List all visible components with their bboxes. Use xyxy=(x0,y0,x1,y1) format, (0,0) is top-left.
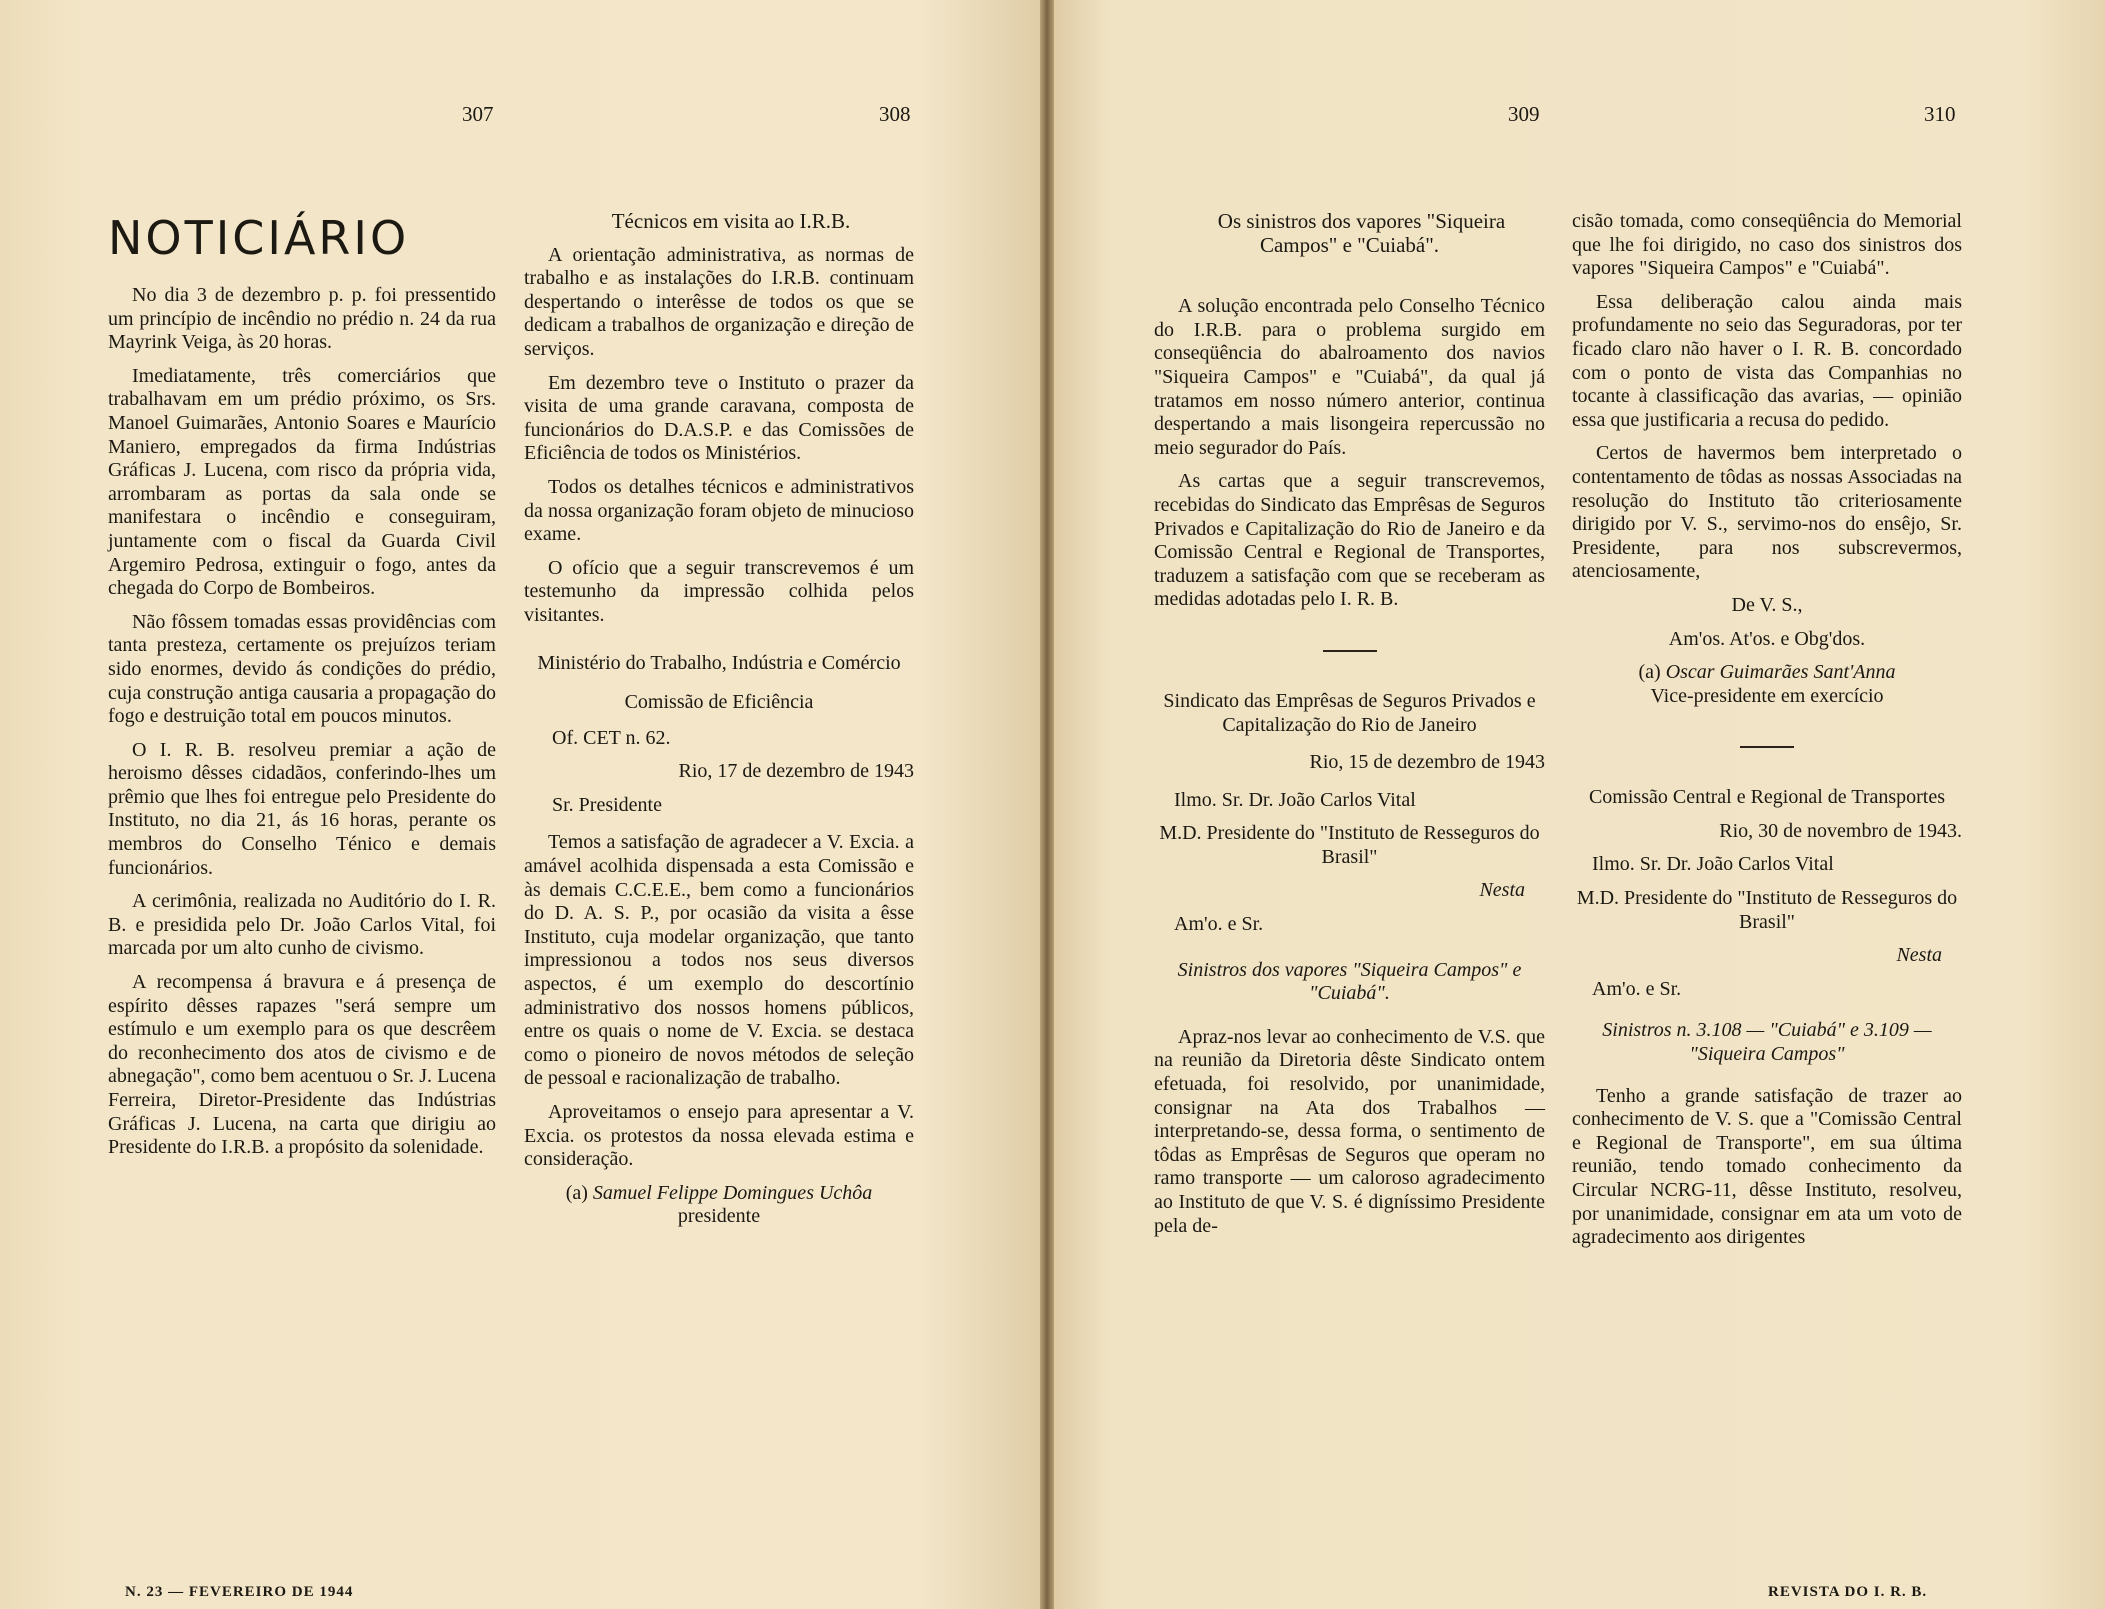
paragraph: A recompensa á bravura e á presença de espírito dêsses rapazes "será sempre um estímulo e um exemplo para os que descrêem do reconhecimento dos atos de civismo e de abnegação", como bem acentuou o Sr. J. Lucena Ferreira, Diretor-Presidente das Indústrias Gráficas J. Lucena, na carta que dirigiu ao Presidente do I.R.B. a propósito da solenidade. xyxy=(108,971,496,1159)
section-divider xyxy=(1740,746,1794,748)
letter-subject: Sinistros n. 3.108 — "Cuiabá" e 3.109 — "Siqueira Campos" xyxy=(1602,1019,1932,1066)
letter-nesta: Nesta xyxy=(1479,879,1525,902)
footer-journal: REVISTA DO I. R. B. xyxy=(1768,1584,1928,1600)
paragraph: Todos os detalhes técnicos e administrativos da nossa organização foram objeto de minucioso exame. xyxy=(524,475,914,546)
letter-organization: Comissão Central e Regional de Transportes xyxy=(1588,786,1946,809)
article-title: Técnicos em visita ao I.R.B. xyxy=(611,209,851,233)
paragraph: Imediatamente, três comerciários que trabalhavam em um prédio próximo, os Srs. Manoel Guimarães, Antonio Soares e Maurício Maniero, empregados da firma Indústrias Gráficas J. Lucena, com risco da própria vida, arrombaram as portas da sala onde se manifestara o incêndio e conseguiram, juntamente com o fiscal da Guarda Civil Argemiro Pedrosa, extinguir o fogo, antes da chegada do Corpo de Bombeiros. xyxy=(108,364,496,600)
article-title: Os sinistros dos vapores "Siqueira Campos" e "Cuiabá". xyxy=(1217,209,1506,257)
letter-nesta: Nesta xyxy=(1896,944,1942,967)
page-number-310: 310 xyxy=(1924,102,1956,126)
signature-name: Samuel Felippe Domingues Uchôa xyxy=(592,1181,873,1204)
letter-body: Tenho a grande satisfação de trazer ao conhecimento de V. S. que a "Comissão Central e Regional de Transporte", em sua última reunião, tendo tomado conhecimento da Circular NCRG-11, dêsse Instituto, resolveu, por unanimidade, consignar em ata um voto de agradecimento aos dirigentes xyxy=(1572,1084,1962,1249)
letter-date: Rio, 17 de dezembro de 1943 xyxy=(678,760,914,783)
letter-body: Temos a satisfação de agradecer a V. Excia. a amável acolhida dispensada a esta Comissão e às demais C.C.E.E., bem como a funcionários do D. A. S. P., por ocasião da visita a êsse Instituto, cuja modelar organização, que tanto impressionou a todos nos seus diversos aspectos, é um exemplo do descortínio administrativo dos nossos homens públicos, entre os quais o nome de V. Excia. se destaca como o pioneiro de novos métodos de seleção de pessoal e racionalização de trabalho. xyxy=(524,831,914,1090)
letter-signature xyxy=(1572,661,1962,708)
letter-salutation: Am'o. e Sr. xyxy=(1174,913,1264,936)
footer-issue: N. 23 — FEVEREIRO DE 1944 xyxy=(125,1584,354,1600)
letter-ministry: Ministério do Trabalho, Indústria e Comércio xyxy=(537,651,901,674)
book-gutter xyxy=(1040,0,1054,1609)
page-number-308: 308 xyxy=(879,102,911,126)
letter-subject: Sinistros dos vapores "Siqueira Campos" e "Cuiabá". xyxy=(1177,958,1522,1005)
paragraph: Essa deliberação calou ainda mais profundamente no seio das Seguradoras, por ter ficado claro não haver o I. R. B. concordado com o ponto de vista das Companhias no tocante à classificação das avarias, — opinião essa que justificaria a recusa do pedido. xyxy=(1572,290,1962,431)
signature-name: Oscar Guimarães Sant'Anna xyxy=(1665,661,1896,684)
letter-signature xyxy=(524,1182,914,1229)
letter-closing: Am'os. At'os. e Obg'dos. xyxy=(1668,627,1866,650)
letter-organization: Sindicato das Emprêsas de Seguros Privados e Capitalização do Rio de Janeiro xyxy=(1163,689,1536,736)
paragraph: As cartas que a seguir transcrevemos, recebidas do Sindicato das Emprêsas de Seguros Privados e Capitalização do Rio de Janeiro e da Comissão Central e Regional de Transportes, traduzem a satisfação com que se receberam as medidas adotadas pelo I. R. B. xyxy=(1154,470,1545,611)
paragraph: Não fôssem tomadas essas providências com tanta presteza, certamente os prejuízos teriam sido enormes, devido ás condições do prédio, cuja construção antiga causaria a propagação do fogo e destruição total em poucos minutos. xyxy=(108,610,496,728)
paragraph: Certos de havermos bem interpretado o contentamento de tôdas as nossas Associadas na resolução do Instituto tão criteriosamente dirigido por V. S., servimo-nos do ensêjo, Sr. Presidente, para nos subscrevermos, atenciosamente, xyxy=(1572,442,1962,583)
letter-addressee: Ilmo. Sr. Dr. João Carlos Vital xyxy=(1174,788,1416,811)
column-310 xyxy=(1572,210,1962,1260)
letter-addressee-title: M.D. Presidente do "Instituto de Resseguros do Brasil" xyxy=(1159,822,1540,868)
letter-addressee: Ilmo. Sr. Dr. João Carlos Vital xyxy=(1592,853,1834,876)
signature-title: presidente xyxy=(677,1205,761,1228)
section-heading: NOTICIÁRIO xyxy=(108,211,410,265)
letter-body: Apraz-nos levar ao conhecimento de V.S. que na reunião da Diretoria dêste Sindicato ontem efetuada, foi resolvido, por unanimidade, consignar na Ata dos Trabalhos — interpretando-se, dessa forma, o sentimento de tôdas as Emprêsas de Seguros que operam no ramo transporte — um caloroso agradecimento ao Instituto de que V. S. é digníssimo Presidente pela de- xyxy=(1154,1025,1545,1237)
column-307 xyxy=(108,210,496,1170)
letter-salutation: Am'o. e Sr. xyxy=(1592,977,1682,1000)
page-number-309: 309 xyxy=(1508,102,1540,126)
paragraph: cisão tomada, como conseqüência do Memorial que lhe foi dirigido, no caso dos sinistros dos vapores "Siqueira Campos" e "Cuiabá". xyxy=(1572,210,1962,280)
column-308 xyxy=(524,210,914,1239)
letter-date: Rio, 30 de novembro de 1943. xyxy=(1719,819,1962,842)
paragraph: No dia 3 de dezembro p. p. foi pressentido um princípio de incêndio no prédio n. 24 da rua Mayrink Veiga, às 20 horas. xyxy=(108,284,496,354)
paragraph: A cerimônia, realizada no Auditório do I. R. B. e presidida pelo Dr. João Carlos Vital, foi marcada por um alto cunho de civismo. xyxy=(108,890,496,960)
signature-prefix: (a) xyxy=(565,1181,588,1204)
paragraph: Em dezembro teve o Instituto o prazer da visita de uma grande caravana, composta de funcionários do D.A.S.P. e das Comissões de Eficiência de todos os Ministérios. xyxy=(524,371,914,465)
signature-title: Vice-presidente em exercício xyxy=(1650,684,1884,707)
letter-date: Rio, 15 de dezembro de 1943 xyxy=(1309,751,1545,774)
letter-body: Aproveitamos o ensejo para apresentar a V. Excia. os protestos da nossa elevada estima e consideração. xyxy=(524,1101,914,1171)
letter-addressee-title: M.D. Presidente do "Instituto de Resseguros do Brasil" xyxy=(1576,887,1958,933)
letter-salutation: Sr. Presidente xyxy=(552,793,662,816)
letter-commission: Comissão de Eficiência xyxy=(624,691,814,714)
signature-prefix: (a) xyxy=(1638,661,1661,684)
letter-reference: Of. CET n. 62. xyxy=(552,726,671,749)
page-number-307: 307 xyxy=(462,102,494,126)
paragraph: A orientação administrativa, as normas de trabalho e as instalações do I.R.B. continuam despertando o interêsse de todos os que se dedicam a trabalhos de organização e direção de serviços. xyxy=(524,243,914,360)
paragraph: A solução encontrada pelo Conselho Técnico do I.R.B. para o problema surgido em conseqüência do abalroamento dos navios "Siqueira Campos" e "Cuiabá", da qual já tratamos em nosso número anterior, continua despertando a mais lisongeira repercussão no meio segurador do País. xyxy=(1154,295,1545,459)
paragraph: O ofício que a seguir transcrevemos é um testemunho da impressão colhida pelos visitantes. xyxy=(524,556,914,626)
paragraph: O I. R. B. resolveu premiar a ação de heroismo dêsses cidadãos, conferindo-lhes um prêmio que lhes foi entregue pelo Presidente do Instituto, no dia 21, ás 16 horas, perante os membros do Conselho Ténico e demais funcionários. xyxy=(108,738,496,879)
letter-closing: De V. S., xyxy=(1731,593,1803,616)
column-309 xyxy=(1154,210,1545,1248)
section-divider xyxy=(1323,650,1377,652)
